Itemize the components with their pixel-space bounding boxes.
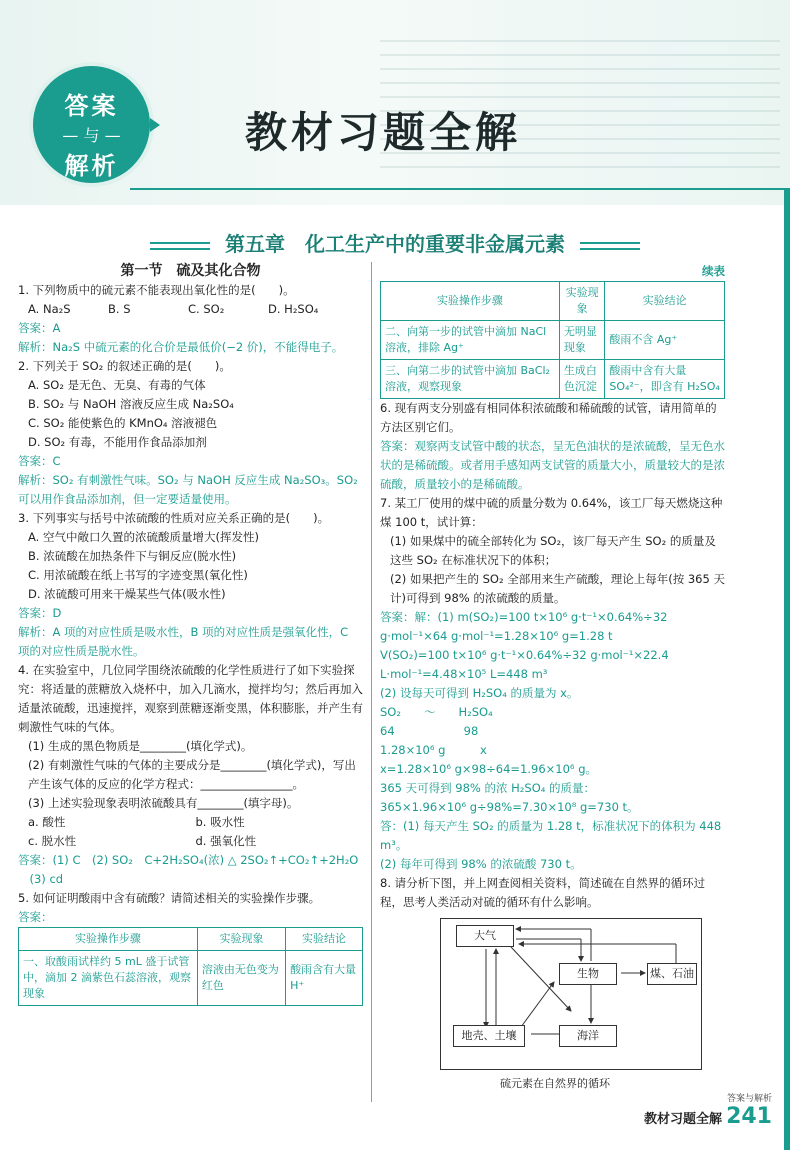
table-cell: 一、取酸雨试样约 5 mL 盛于试管中，滴加 2 滴紫色石蕊溶液，观察现象	[19, 951, 198, 1006]
answer-line: 解析：Na₂S 中硫元素的化合价是最低价(−2 价)，不能得电子。	[18, 340, 344, 354]
table-cell: 三、向第二步的试管中滴加 BaCl₂ 溶液，观察现象	[381, 360, 560, 399]
table-header: 实验现象	[197, 928, 285, 951]
left-column	[18, 262, 363, 1006]
answer-line: 答案：(1) C (2) SO₂ C+2H₂SO₄(浓) △ 2SO₂↑+CO₂↑+2H₂O	[18, 853, 359, 867]
option-line: (1) 如果煤中的硫全部转化为 SO₂，该厂每天产生 SO₂ 的质量及这些 SO₂ 在标准状况下的体积；	[390, 534, 716, 567]
organism-node: 生物	[559, 963, 617, 985]
footer-title: 教材习题全解	[644, 1112, 723, 1127]
answer-line: 答案：	[18, 910, 53, 924]
question-line: 3. 下列事实与括号中浓硫酸的性质对应关系正确的是( )。	[18, 511, 330, 525]
header-divider	[130, 188, 790, 190]
option-item: b. 吸水性	[195, 815, 245, 829]
option-line: (1) 生成的黑色物质是________(填化学式)。	[28, 739, 253, 753]
answer-line: 1.28×10⁶ g x	[380, 743, 487, 757]
page-title: 教材习题全解	[245, 108, 522, 157]
atmosphere-node: 大气	[456, 925, 514, 947]
sulfur-cycle-diagram	[440, 918, 702, 1070]
answer-line: x=1.28×10⁶ g×98÷64=1.96×10⁶ g。	[380, 762, 597, 776]
option-item: B. S	[108, 302, 131, 316]
table-row	[381, 360, 725, 399]
option-line: A. 空气中敞口久置的浓硫酸质量增大(挥发性)	[28, 530, 259, 544]
ocean-node: 海洋	[559, 1025, 617, 1047]
answer-line: 365×1.96×10⁶ g÷98%=7.30×10⁸ g=730 t。	[380, 800, 639, 814]
answer-line: (3) cd	[18, 872, 64, 886]
option-line: B. SO₂ 与 NaOH 溶液反应生成 Na₂SO₄	[28, 397, 234, 411]
option-item: c. 脱水性	[28, 834, 77, 848]
answer-line: 解析：SO₂ 有刺激性气味。SO₂ 与 NaOH 反应生成 Na₂SO₃。SO₂ 可以用作食品添加剂，但一定要适量使用。	[18, 473, 358, 506]
answer-line: 答案：A	[18, 321, 61, 335]
option-line: (3) 上述实验现象表明浓硫酸具有________(填字母)。	[28, 796, 299, 810]
table-cell: 酸雨不含 Ag⁺	[605, 321, 725, 360]
answer-line: SO₂ ～ H₂SO₄	[380, 705, 493, 719]
table-cell: 酸雨含有大量 H⁺	[286, 951, 363, 1006]
side-accent-bar	[784, 190, 790, 1150]
option-item: a. 酸性	[28, 815, 66, 829]
option-line: B. 浓硫酸在加热条件下与铜反应(脱水性)	[28, 549, 237, 563]
option-line: D. 浓硫酸可用来干燥某些气体(吸水性)	[28, 587, 226, 601]
option-row	[18, 813, 363, 832]
right-column	[380, 262, 725, 1093]
table-header: 实验现象	[559, 282, 604, 321]
chapter-dash-left	[150, 242, 210, 250]
question-line: 4. 在实验室中，几位同学围绕浓硫酸的化学性质进行了如下实验探究：将适量的蔗糖放入烧杯中，加入几滴水，搅拌均匀；然后再加入适量浓硫酸，迅速搅拌，观察到蔗糖逐渐变黑，体积膨胀，并产生有刺激性气味的气体。	[18, 663, 363, 734]
table-header: 实验操作步骤	[381, 282, 560, 321]
option-line: C. SO₂ 能使紫色的 KMnO₄ 溶液褪色	[28, 416, 218, 430]
crust-soil-node: 地壳、土壤	[453, 1025, 525, 1047]
experiment-table-continued	[380, 281, 725, 399]
answer-line: 答案：D	[18, 606, 62, 620]
answer-line: 答案：C	[18, 454, 61, 468]
option-item: D. H₂SO₄	[268, 302, 319, 316]
table-cell: 溶液由无色变为红色	[197, 951, 285, 1006]
table-row	[381, 321, 725, 360]
option-item: C. SO₂	[188, 302, 225, 316]
answer-line: 答案：解：(1) m(SO₂)=100 t×10⁶ g·t⁻¹×0.64%÷32 g·mol⁻¹×64 g·mol⁻¹=1.28×10⁶ g=1.28 t	[380, 610, 668, 643]
chapter-title: 第五章 化工生产中的重要非金属元素	[225, 232, 565, 256]
option-line: (2) 有刺激性气味的气体的主要成分是________(填化学式)，写出产生该气体的反应的化学方程式：________________。	[28, 758, 356, 791]
answer-line: (2) 设每天可得到 H₂SO₄ 的质量为 x。	[380, 686, 579, 700]
play-arrow-icon	[150, 118, 160, 132]
page-footer	[644, 1091, 772, 1129]
table-header: 实验操作步骤	[19, 928, 198, 951]
table-header: 实验结论	[605, 282, 725, 321]
chapter-heading	[0, 228, 790, 257]
option-item: A. Na₂S	[28, 302, 71, 316]
option-line: (2) 如果把产生的 SO₂ 全部用来生产硫酸，理论上每年(按 365 天计)可得到 98% 的浓硫酸的质量。	[390, 572, 725, 605]
badge-line-1: 答案	[64, 92, 119, 120]
badge-line-3: 解析	[64, 152, 119, 180]
option-row	[18, 832, 363, 851]
table-cell: 无明显现象	[559, 321, 604, 360]
footer-small-label: 答案与解析	[726, 1094, 772, 1104]
answer-line: 答案：观察两支试管中酸的状态，呈无色油状的是浓硫酸，呈无色水状的是稀硫酸。或者用手感知两支试管的质量大小，质量较大的是浓硫酸，质量较小的是稀硫酸。	[380, 439, 725, 491]
question-line: 2. 下列关于 SO₂ 的叙述正确的是( )。	[18, 359, 231, 373]
page-number: 241	[726, 1104, 772, 1129]
question-line: 8. 请分析下图，并上网查阅相关资料，简述硫在自然界的循环过程，思考人类活动对硫的循环有什么影响。	[380, 876, 706, 909]
option-line: C. 用浓硫酸在纸上书写的字迹变黑(氧化性)	[28, 568, 248, 582]
diagram-caption: 硫元素在自然界的循环	[500, 1077, 610, 1090]
table-row	[19, 951, 363, 1006]
question-line: 1. 下列物质中的硫元素不能表现出氧化性的是( )。	[18, 283, 295, 297]
table-cell: 酸雨中含有大量 SO₄²⁻，即含有 H₂SO₄	[605, 360, 725, 399]
answer-line: (2) 每年可得到 98% 的浓硫酸 730 t。	[380, 857, 582, 871]
option-line: D. SO₂ 有毒，不能用作食品添加剂	[28, 435, 207, 449]
question-line: 5. 如何证明酸雨中含有硫酸？请简述相关的实验操作步骤。	[18, 891, 321, 905]
answer-line: V(SO₂)=100 t×10⁶ g·t⁻¹×0.64%÷32 g·mol⁻¹×22.4 L·mol⁻¹=4.48×10⁵ L=448 m³	[380, 648, 669, 681]
option-row	[18, 300, 363, 319]
answer-line: 解析：A 项的对应性质是吸水性，B 项的对应性质是强氧化性，C 项的对应性质是脱水性。	[18, 625, 349, 658]
option-item: d. 强氧化性	[195, 834, 257, 848]
badge-line-2: — 与 —	[62, 126, 121, 145]
continued-label: 续表	[702, 264, 725, 278]
answer-line: 答：(1) 每天产生 SO₂ 的质量为 1.28 t，标准状况下的体积为 448 m³。	[380, 819, 722, 852]
question-line: 6. 现有两支分别盛有相同体积浓硫酸和稀硫酸的试管，请用简单的方法区别它们。	[380, 401, 717, 434]
table-cell: 二、向第一步的试管中滴加 NaCl 溶液，排除 Ag⁺	[381, 321, 560, 360]
question-line: 7. 某工厂使用的煤中硫的质量分数为 0.64%，该工厂每天燃烧这种煤 100 t，试计算：	[380, 496, 723, 529]
answer-line: 64 98	[380, 724, 479, 738]
table-header: 实验结论	[286, 928, 363, 951]
answer-badge	[33, 66, 150, 183]
column-divider	[371, 262, 372, 1102]
experiment-table	[18, 927, 363, 1006]
table-cell: 生成白色沉淀	[559, 360, 604, 399]
option-line: A. SO₂ 是无色、无臭、有毒的气体	[28, 378, 206, 392]
chapter-dash-right	[580, 242, 640, 250]
section-title: 第一节 硫及其化合物	[120, 263, 261, 279]
answer-line: 365 天可得到 98% 的浓 H₂SO₄ 的质量：	[380, 781, 596, 795]
coal-oil-node: 煤、石油	[647, 963, 697, 985]
